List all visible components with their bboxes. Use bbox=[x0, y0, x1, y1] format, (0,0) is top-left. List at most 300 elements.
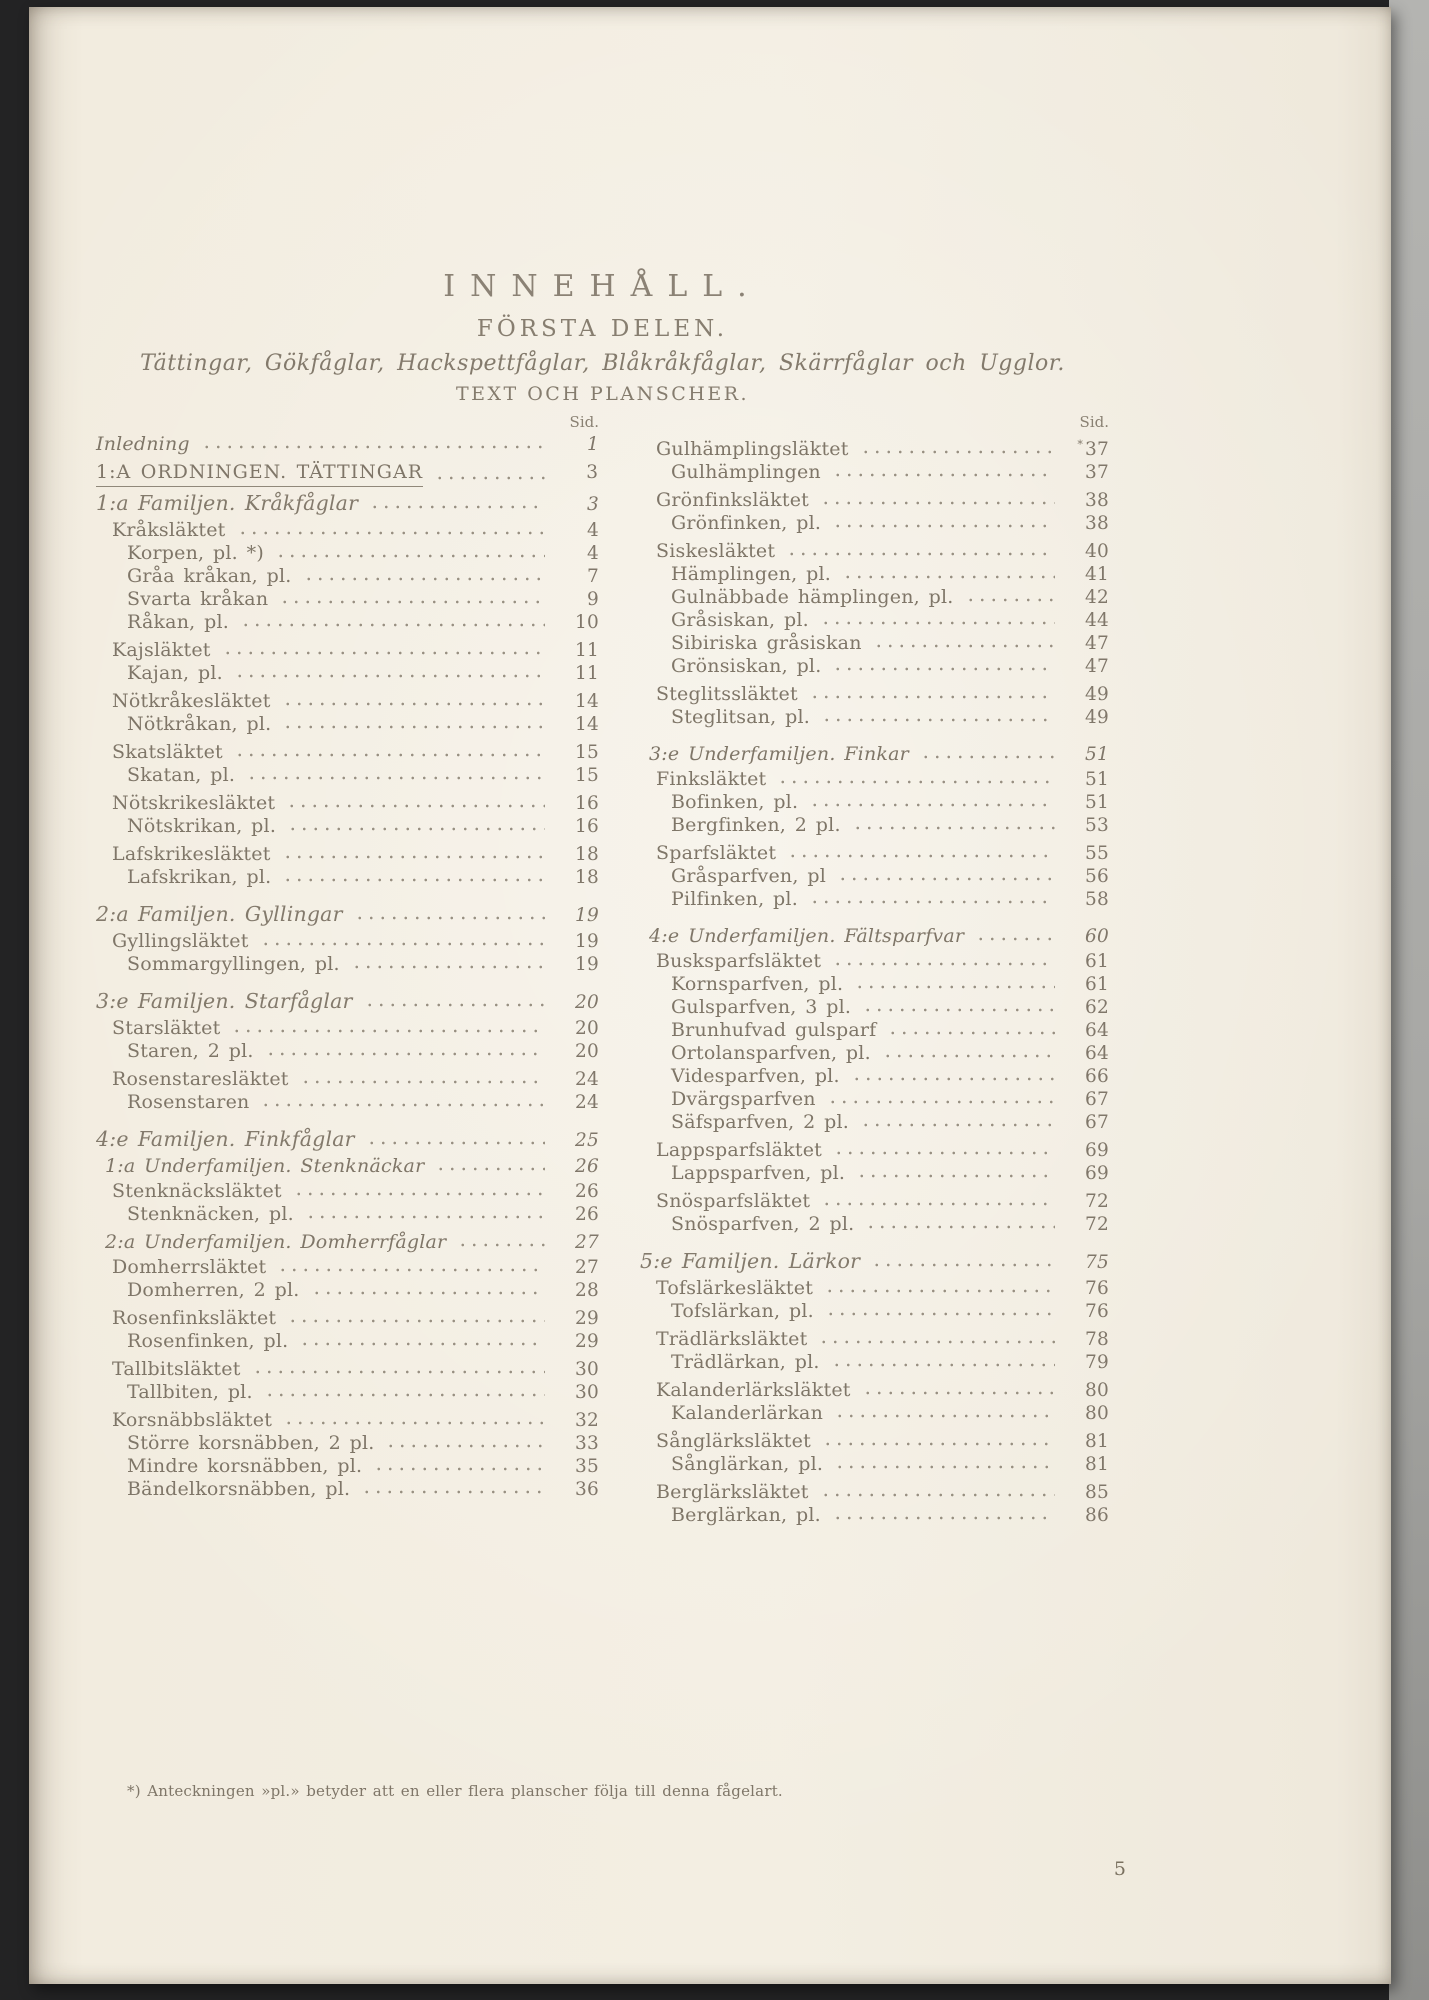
toc-entry bbox=[127, 1203, 599, 1226]
toc-entry-page: 76 bbox=[1085, 1301, 1109, 1322]
toc-entry-label: Sånglärksläktet bbox=[656, 1430, 811, 1452]
dot-leader bbox=[832, 667, 1055, 671]
dot-leader bbox=[303, 577, 545, 581]
dot-leader bbox=[373, 1467, 545, 1471]
toc-entry-label: Berglärksläktet bbox=[656, 1481, 809, 1503]
dot-leader bbox=[385, 1444, 545, 1448]
toc-entry-page: 36 bbox=[575, 1479, 599, 1500]
dot-leader bbox=[837, 877, 1055, 881]
toc-entry-label: Rosenfinksläktet bbox=[112, 1307, 277, 1329]
toc-entry bbox=[127, 1432, 599, 1455]
toc-entry-page: 3 bbox=[587, 494, 599, 515]
toc-entry bbox=[656, 1277, 1109, 1300]
toc-entry-label: Nötkråkan, pl. bbox=[127, 713, 272, 735]
toc-entry bbox=[656, 950, 1109, 973]
toc-entry-page: 4 bbox=[587, 543, 599, 564]
toc-entry bbox=[671, 1111, 1109, 1134]
toc-entry bbox=[649, 925, 1109, 948]
toc-entry-page: 51 bbox=[1085, 769, 1109, 790]
toc-entry bbox=[112, 930, 599, 953]
toc-entry bbox=[112, 690, 599, 713]
toc-entry bbox=[671, 632, 1109, 655]
toc-entry bbox=[96, 433, 599, 456]
toc-entry-label: Pilfinken, pl. bbox=[671, 888, 798, 910]
dot-leader bbox=[860, 450, 1055, 454]
toc-entry-label: Kajsläktet bbox=[112, 639, 211, 661]
toc-entry bbox=[112, 639, 599, 662]
toc-entry-label: 4:e Underfamiljen. Fältsparfvar bbox=[649, 925, 965, 947]
toc-entry-label: Hämplingen, pl. bbox=[671, 563, 831, 585]
toc-entry-page: 30 bbox=[575, 1359, 599, 1380]
dot-leader bbox=[832, 524, 1055, 528]
toc-entry bbox=[127, 588, 599, 611]
toc-entry bbox=[671, 1402, 1109, 1425]
toc-entry bbox=[671, 1453, 1109, 1476]
toc-entry-page: 35 bbox=[575, 1456, 599, 1477]
dot-leader bbox=[305, 1215, 545, 1219]
toc-entry bbox=[649, 743, 1109, 766]
toc-entry bbox=[656, 1379, 1109, 1402]
dot-leader bbox=[820, 1493, 1055, 1497]
dot-leader bbox=[821, 1202, 1055, 1206]
dot-leader bbox=[820, 621, 1055, 625]
toc-entry-label: Steglitssläktet bbox=[656, 683, 798, 705]
toc-entry-label: Snösparfven, 2 pl. bbox=[671, 1213, 855, 1235]
dot-leader bbox=[821, 718, 1055, 722]
toc-entry-label: Trädlärksläktet bbox=[656, 1328, 808, 1350]
dot-leader bbox=[287, 827, 545, 831]
toc-entries-right bbox=[640, 433, 1109, 1527]
toc-entry-label: Staren, 2 pl. bbox=[127, 1040, 254, 1062]
toc-entry-page: 1 bbox=[587, 434, 599, 455]
toc-entry bbox=[112, 741, 599, 764]
toc-entry-label: Mindre korsnäbben, pl. bbox=[127, 1455, 363, 1477]
toc-entry-label: Kalanderlärksläktet bbox=[656, 1379, 851, 1401]
toc-entry-page: 69 bbox=[1085, 1140, 1109, 1161]
toc-entry-label: Stenknäcksläktet bbox=[112, 1180, 282, 1202]
toc-entry bbox=[127, 1478, 599, 1501]
dot-leader bbox=[354, 916, 545, 920]
toc-entry-label: Gulnäbbade hämplingen, pl. bbox=[671, 586, 954, 608]
toc-column-left bbox=[96, 413, 599, 1501]
toc-entry-page: 51 bbox=[1085, 744, 1109, 765]
toc-entry-page: 72 bbox=[1085, 1214, 1109, 1235]
toc-entry bbox=[127, 764, 599, 787]
dot-leader bbox=[286, 804, 545, 808]
toc-entry-page: 29 bbox=[575, 1331, 599, 1352]
dot-leader bbox=[854, 985, 1055, 989]
toc-entry-label: Busksparfsläktet bbox=[656, 950, 822, 972]
toc-entry-label: Svarta kråkan bbox=[127, 588, 269, 610]
toc-entry-label: 1:a Familjen. Kråkfåglar bbox=[96, 491, 359, 515]
bird-groups-line: Tättingar, Gökfåglar, Hackspettfåglar, Blåkråkfåglar, Skärrfåglar och Ugglor. bbox=[140, 351, 1065, 376]
toc-entry bbox=[127, 1279, 599, 1302]
footnote: *) Anteckningen »pl.» betyder att en eller flera planscher följa till denna fågelart. bbox=[127, 1782, 783, 1800]
toc-entry bbox=[127, 953, 599, 976]
toc-entry-label: 1:a Underfamiljen. Stenknäckar bbox=[105, 1155, 425, 1177]
toc-entry-label: Finksläktet bbox=[656, 768, 767, 790]
toc-entry-label: Steglitsan, pl. bbox=[671, 706, 811, 728]
toc-entry-label: Grönsiskan, pl. bbox=[671, 655, 822, 677]
dot-leader bbox=[851, 1077, 1055, 1081]
toc-entry bbox=[112, 1256, 599, 1279]
dot-leader bbox=[282, 725, 545, 729]
toc-entry-label: Tofslärkan, pl. bbox=[671, 1300, 814, 1322]
toc-entry bbox=[656, 1481, 1109, 1504]
toc-entry-page: 75 bbox=[1085, 1252, 1109, 1273]
toc-entry-page: 58 bbox=[1085, 889, 1109, 910]
toc-entry-label: Grönfinksläktet bbox=[656, 489, 809, 511]
dot-leader bbox=[834, 1414, 1055, 1418]
toc-entry-label: Nötkråkesläktet bbox=[112, 690, 271, 712]
toc-entry-page: 62 bbox=[1085, 997, 1109, 1018]
toc-entry bbox=[671, 791, 1109, 814]
toc-entry bbox=[671, 512, 1109, 535]
toc-entry bbox=[671, 973, 1109, 996]
toc-entry-label: Bergfinken, 2 pl. bbox=[671, 814, 841, 836]
toc-entry-page: 29 bbox=[575, 1308, 599, 1329]
toc-entry-page: 64 bbox=[1085, 1043, 1109, 1064]
toc-entry bbox=[656, 768, 1109, 791]
toc-entry-label: Skatan, pl. bbox=[127, 764, 236, 786]
toc-entry-label: Siskesläktet bbox=[656, 540, 776, 562]
toc-entry-label: Kornsparfven, pl. bbox=[671, 973, 844, 995]
toc-entry-label: Större korsnäbben, 2 pl. bbox=[127, 1432, 375, 1454]
toc-entry bbox=[671, 1088, 1109, 1111]
toc-entry bbox=[112, 1409, 599, 1432]
toc-entry-page: 27 bbox=[575, 1257, 599, 1278]
toc-entry-label: Snösparfsläktet bbox=[656, 1190, 811, 1212]
dot-leader bbox=[366, 1141, 545, 1145]
dot-leader bbox=[231, 1029, 545, 1033]
toc-entry bbox=[656, 683, 1109, 706]
toc-entry-label: Gråa kråkan, pl. bbox=[127, 565, 292, 587]
toc-entry bbox=[127, 815, 599, 838]
toc-entry-label: Säfsparfven, 2 pl. bbox=[671, 1111, 850, 1133]
toc-entry bbox=[671, 814, 1109, 837]
sid-column-header: Sid. bbox=[569, 413, 599, 431]
toc-entry bbox=[656, 489, 1109, 512]
dot-leader bbox=[856, 1174, 1055, 1178]
toc-entry-page: 19 bbox=[575, 954, 599, 975]
toc-entry-label: Sibiriska gråsiskan bbox=[671, 632, 862, 654]
dot-leader bbox=[264, 1393, 545, 1397]
dot-leader bbox=[920, 755, 1055, 759]
toc-entry-label: Rosenstaren bbox=[127, 1091, 250, 1113]
toc-entry-page: 25 bbox=[575, 1130, 599, 1151]
toc-entry bbox=[671, 888, 1109, 911]
toc-entry-label: Korsnäbbsläktet bbox=[112, 1409, 273, 1431]
dot-leader bbox=[834, 1465, 1055, 1469]
toc-entry bbox=[671, 996, 1109, 1019]
dot-leader bbox=[234, 753, 545, 757]
toc-entry-page: 81 bbox=[1085, 1454, 1109, 1475]
toc-entry-label: 3:e Familjen. Starfåglar bbox=[96, 989, 353, 1013]
dot-leader bbox=[282, 855, 545, 859]
toc-entry-page: 20 bbox=[575, 1018, 599, 1039]
dot-leader bbox=[827, 1100, 1055, 1104]
toc-entry bbox=[671, 706, 1109, 729]
toc-entry-label: 1:A ORDNINGEN. TÄTTINGAR bbox=[96, 461, 423, 487]
toc-entry-page: 20 bbox=[575, 1041, 599, 1062]
toc-entry-page: 61 bbox=[1085, 951, 1109, 972]
toc-entry-label: Lafskrikesläktet bbox=[112, 843, 271, 865]
toc-entry bbox=[127, 611, 599, 634]
dot-leader bbox=[832, 473, 1055, 477]
toc-entry-page: 32 bbox=[575, 1410, 599, 1431]
dot-leader bbox=[283, 1421, 545, 1425]
toc-entry-label: Domherren, 2 pl. bbox=[127, 1279, 300, 1301]
toc-entry-label: Lappsparfsläktet bbox=[656, 1139, 823, 1161]
toc-entry-page: 60 bbox=[1085, 926, 1109, 947]
dot-leader bbox=[277, 1268, 545, 1272]
toc-entry-label: Nötskrikan, pl. bbox=[127, 815, 277, 837]
toc-entry-label: Brunhufvad gulsparf bbox=[671, 1019, 877, 1041]
dot-leader bbox=[237, 531, 545, 535]
toc-entry-label: Dvärgsparfven bbox=[671, 1088, 816, 1110]
dot-leader bbox=[809, 695, 1055, 699]
toc-entry-page: 3 bbox=[586, 462, 599, 483]
toc-entry-page: 61 bbox=[1085, 974, 1109, 995]
dot-leader bbox=[833, 1151, 1055, 1155]
toc-entry bbox=[671, 655, 1109, 678]
toc-entry bbox=[671, 1351, 1109, 1374]
toc-entry-label: Stenknäcken, pl. bbox=[127, 1203, 294, 1225]
toc-entry-label: Inledning bbox=[96, 433, 190, 455]
toc-entry-page: 80 bbox=[1085, 1403, 1109, 1424]
toc-entry-label: Gulhämplingsläktet bbox=[656, 438, 849, 460]
toc-entry-page: 33 bbox=[575, 1433, 599, 1454]
toc-entry-label: Lafskrikan, pl. bbox=[127, 866, 272, 888]
dot-leader bbox=[822, 1442, 1055, 1446]
toc-entry-label: Gyllingsläktet bbox=[112, 930, 249, 952]
toc-entry-page: 49 bbox=[1085, 684, 1109, 705]
dot-leader bbox=[824, 1289, 1055, 1293]
toc-entry-page: 51 bbox=[1085, 792, 1109, 813]
toc-entry-label: Sparfsläktet bbox=[656, 842, 777, 864]
dot-leader bbox=[434, 476, 545, 480]
toc-entry bbox=[127, 662, 599, 685]
toc-entry bbox=[656, 540, 1109, 563]
toc-entry bbox=[127, 1040, 599, 1063]
toc-entry-label: 3:e Underfamiljen. Finkar bbox=[649, 743, 909, 765]
toc-entry-label: Gulsparfven, 3 pl. bbox=[671, 996, 852, 1018]
toc-entry-page: 24 bbox=[575, 1069, 599, 1090]
toc-entry bbox=[640, 1250, 1109, 1274]
toc-entry-label: Ortolansparfven, pl. bbox=[671, 1042, 871, 1064]
toc-entry bbox=[671, 609, 1109, 632]
toc-entry-page: 42 bbox=[1085, 587, 1109, 608]
toc-entry-page: 66 bbox=[1085, 1066, 1109, 1087]
toc-entry bbox=[671, 1042, 1109, 1065]
toc-entry-page: 69 bbox=[1085, 1163, 1109, 1184]
toc-entry bbox=[656, 433, 1109, 461]
toc-entry bbox=[127, 713, 599, 736]
dot-leader bbox=[282, 702, 545, 706]
toc-entry-page: 56 bbox=[1085, 866, 1109, 887]
toc-entry-page: 7 bbox=[587, 566, 599, 587]
dot-leader bbox=[887, 1031, 1055, 1035]
toc-entry bbox=[656, 1139, 1109, 1162]
toc-entry-page: 14 bbox=[575, 714, 599, 735]
dot-leader bbox=[293, 1192, 545, 1196]
toc-entry-label: Rosenstaresläktet bbox=[112, 1068, 289, 1090]
part-title: FÖRSTA DELEN. bbox=[476, 316, 729, 342]
dot-leader bbox=[351, 965, 545, 969]
toc-entry-page: 78 bbox=[1085, 1329, 1109, 1350]
footnote-marker: * bbox=[1077, 438, 1084, 451]
toc-entry-label: Sånglärkan, pl. bbox=[671, 1453, 824, 1475]
toc-entry bbox=[96, 990, 599, 1014]
book-page bbox=[29, 7, 1391, 1984]
toc-entry-page: 47 bbox=[1085, 656, 1109, 677]
toc-entry-label: Tofslärkesläktet bbox=[656, 1277, 814, 1299]
toc-entry bbox=[112, 519, 599, 542]
toc-entry-page: 40 bbox=[1085, 541, 1109, 562]
toc-entry bbox=[671, 1504, 1109, 1527]
toc-entry bbox=[671, 1065, 1109, 1088]
dot-leader bbox=[862, 1008, 1055, 1012]
toc-entry-page: 20 bbox=[575, 992, 599, 1013]
toc-entry-label: Korpen, pl. *) bbox=[127, 542, 264, 564]
dot-leader bbox=[279, 600, 545, 604]
toc-entry bbox=[671, 1213, 1109, 1236]
dot-leader bbox=[818, 1340, 1055, 1344]
toc-entry-label: Gråsparfven, pl bbox=[671, 865, 826, 887]
dot-leader bbox=[260, 1103, 545, 1107]
toc-entries-left bbox=[96, 433, 599, 1501]
page-number: 5 bbox=[1113, 1858, 1126, 1880]
toc-entry-page: 38 bbox=[1085, 490, 1109, 511]
toc-entry bbox=[112, 1017, 599, 1040]
dot-leader bbox=[787, 854, 1055, 858]
dot-leader bbox=[809, 803, 1055, 807]
toc-entry bbox=[671, 1300, 1109, 1323]
toc-entry-page: 26 bbox=[575, 1156, 599, 1177]
toc-entry-page: * 37 bbox=[1077, 438, 1109, 460]
toc-entry bbox=[127, 1455, 599, 1478]
dot-leader bbox=[871, 1263, 1055, 1267]
toc-entry-label: Tallbiten, pl. bbox=[127, 1381, 253, 1403]
dot-leader bbox=[809, 900, 1055, 904]
dot-leader bbox=[965, 598, 1056, 602]
toc-entry-page: 67 bbox=[1085, 1089, 1109, 1110]
dot-leader bbox=[873, 644, 1055, 648]
dot-leader bbox=[820, 501, 1055, 505]
page-header bbox=[96, 269, 1187, 405]
dot-leader bbox=[300, 1080, 545, 1084]
toc-entry-page: 14 bbox=[575, 691, 599, 712]
toc-entry-label: Starsläktet bbox=[112, 1017, 221, 1039]
toc-entry-label: 4:e Familjen. Finkfåglar bbox=[96, 1127, 355, 1151]
toc-entry-label: Nötskrikesläktet bbox=[112, 792, 276, 814]
dot-leader bbox=[275, 554, 545, 558]
toc-entry bbox=[127, 565, 599, 588]
dot-leader bbox=[777, 780, 1055, 784]
toc-entry-label: Råkan, pl. bbox=[127, 611, 230, 633]
toc-entry-page: 55 bbox=[1085, 843, 1109, 864]
toc-entry-page: 85 bbox=[1085, 1482, 1109, 1503]
dot-leader bbox=[265, 1052, 545, 1056]
toc-entry-label: 2:a Familjen. Gyllingar bbox=[96, 902, 343, 926]
toc-entry bbox=[671, 1019, 1109, 1042]
toc-entry bbox=[96, 1128, 599, 1152]
toc-entry bbox=[656, 842, 1109, 865]
toc-entry bbox=[656, 1328, 1109, 1351]
toc-entry bbox=[671, 563, 1109, 586]
toc-column-right bbox=[640, 413, 1109, 1527]
toc-entry-label: Kajan, pl. bbox=[127, 662, 223, 684]
toc-entry-label: Rosenfinken, pl. bbox=[127, 1330, 289, 1352]
toc-entry-page: 9 bbox=[587, 589, 599, 610]
toc-entry-page: 79 bbox=[1085, 1352, 1109, 1373]
dot-leader bbox=[831, 1363, 1055, 1367]
toc-entry bbox=[112, 843, 599, 866]
section-label: TEXT OCH PLANSCHER. bbox=[455, 383, 750, 405]
toc-entry bbox=[671, 586, 1109, 609]
toc-entry bbox=[127, 542, 599, 565]
dot-leader bbox=[364, 1003, 545, 1007]
toc-entry bbox=[112, 1307, 599, 1330]
dot-leader bbox=[860, 1123, 1055, 1127]
toc-entry-page: 44 bbox=[1085, 610, 1109, 631]
dot-leader bbox=[240, 623, 545, 627]
toc-entry bbox=[96, 903, 599, 927]
toc-entry-label: 5:e Familjen. Lärkor bbox=[640, 1249, 861, 1273]
dot-leader bbox=[882, 1054, 1055, 1058]
toc-entry-page: 53 bbox=[1085, 815, 1109, 836]
toc-entry bbox=[96, 461, 599, 487]
toc-entry bbox=[96, 492, 599, 516]
dot-leader bbox=[852, 826, 1055, 830]
toc-entry bbox=[105, 1155, 599, 1178]
table-of-contents bbox=[96, 413, 1109, 1527]
toc-entry bbox=[105, 1231, 599, 1254]
toc-entry-label: Kråksläktet bbox=[112, 519, 226, 541]
toc-entry bbox=[127, 866, 599, 889]
dot-leader bbox=[865, 1225, 1055, 1229]
dot-leader bbox=[282, 878, 545, 882]
toc-entry-page: 15 bbox=[575, 742, 599, 763]
toc-entry-label: Sommargyllingen, pl. bbox=[127, 953, 340, 975]
toc-entry-page: 72 bbox=[1085, 1191, 1109, 1212]
toc-entry-page: 10 bbox=[575, 612, 599, 633]
toc-entry-label: Trädlärkan, pl. bbox=[671, 1351, 820, 1373]
toc-entry-page: 18 bbox=[575, 844, 599, 865]
dot-leader bbox=[832, 1516, 1055, 1520]
sid-column-header: Sid. bbox=[1079, 413, 1109, 431]
toc-entry-page: 47 bbox=[1085, 633, 1109, 654]
toc-entry bbox=[112, 1180, 599, 1203]
dot-leader bbox=[435, 1167, 545, 1171]
dot-leader bbox=[862, 1391, 1055, 1395]
dot-leader bbox=[252, 1370, 545, 1374]
toc-entry bbox=[127, 1330, 599, 1353]
toc-entry-label: Videsparfven, pl. bbox=[671, 1065, 840, 1087]
toc-entry-page: 4 bbox=[587, 520, 599, 541]
toc-entry-label: Grönfinken, pl. bbox=[671, 512, 822, 534]
toc-entry-page: 28 bbox=[575, 1280, 599, 1301]
dot-leader bbox=[201, 445, 545, 449]
toc-entry-page: 38 bbox=[1085, 513, 1109, 534]
toc-entry-page: 67 bbox=[1085, 1112, 1109, 1133]
toc-entry-page: 19 bbox=[575, 931, 599, 952]
toc-entry-page: 15 bbox=[575, 765, 599, 786]
dot-leader bbox=[361, 1490, 545, 1494]
toc-entry bbox=[671, 865, 1109, 888]
dot-leader bbox=[786, 552, 1055, 556]
toc-entry-page: 16 bbox=[575, 816, 599, 837]
